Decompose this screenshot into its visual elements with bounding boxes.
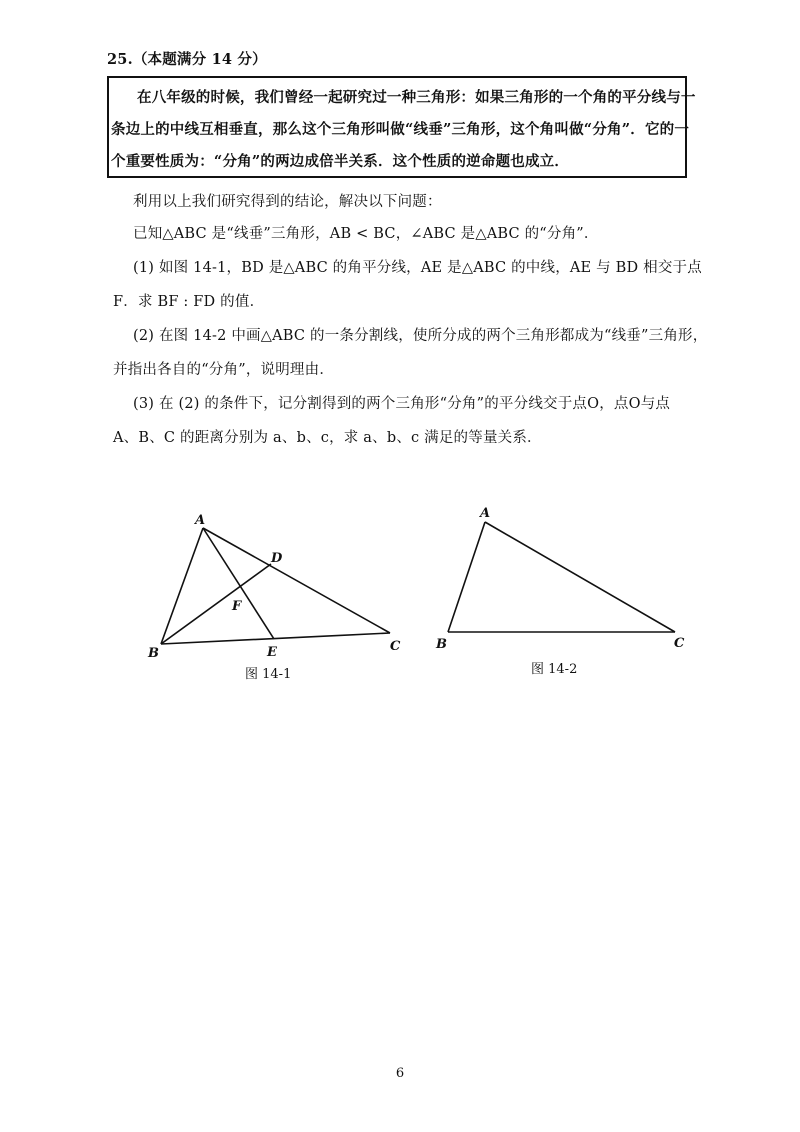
question-1-line-1: (1) 如图 14-1，BD 是△ABC 的角平分线，AE 是△ABC 的中线，AE 与 BD 相交于点 — [133, 260, 702, 276]
definition-line-2: 条边上的中线互相垂直，那么这个三角形叫做“线垂”三角形，这个角叫做“分角”．它的一 — [111, 121, 690, 138]
given-text: 已知△ABC 是“线垂”三角形，AB < BC，∠ABC 是△ABC 的“分角”． — [133, 226, 599, 242]
figure-14-1-caption: 图 14-1 — [245, 667, 292, 682]
figure-14-1 — [140, 505, 420, 670]
figure-14-2 — [430, 500, 700, 660]
label-a: A — [195, 513, 206, 528]
label-e: E — [267, 645, 277, 660]
side-ac — [203, 528, 390, 633]
label-b: B — [436, 637, 447, 652]
problem-header: 25.（本题满分 14 分） — [107, 51, 267, 68]
definition-box — [107, 76, 696, 178]
median-ae — [203, 528, 274, 639]
side-ab — [448, 522, 485, 632]
question-2-line-1: (2) 在图 14-2 中画△ABC 的一条分割线，使所分成的两个三角形都成为“线垂”三角形， — [133, 328, 708, 344]
label-a: A — [480, 506, 491, 521]
side-bc — [161, 633, 390, 644]
side-ab — [161, 528, 203, 644]
label-d: D — [271, 551, 283, 566]
question-3-line-2: A、B、C 的距离分别为 a、b、c，求 a、b、c 满足的等量关系． — [113, 430, 542, 446]
page-number: 6 — [395, 1066, 405, 1081]
label-c: C — [674, 636, 685, 651]
question-1-line-2: F．求 BF : FD 的值． — [113, 294, 265, 310]
question-2-line-2: 并指出各自的“分角”，说明理由． — [113, 362, 335, 378]
side-ac — [485, 522, 675, 632]
label-f: F — [232, 599, 242, 614]
label-c: C — [390, 639, 401, 654]
bisector-bd — [161, 564, 271, 644]
question-3-line-1: (3) 在 (2) 的条件下，记分割得到的两个三角形“分角”的平分线交于点O，点O与点 — [133, 396, 671, 412]
definition-line-3: 个重要性质为：“分角”的两边成倍半关系．这个性质的逆命题也成立． — [111, 153, 570, 170]
intro-text: 利用以上我们研究得到的结论，解决以下问题： — [133, 194, 442, 210]
label-b: B — [148, 646, 159, 661]
figure-14-2-caption: 图 14-2 — [531, 662, 578, 677]
definition-line-1: 在八年级的时候，我们曾经一起研究过一种三角形：如果三角形的一个角的平分线与一 — [137, 89, 696, 106]
